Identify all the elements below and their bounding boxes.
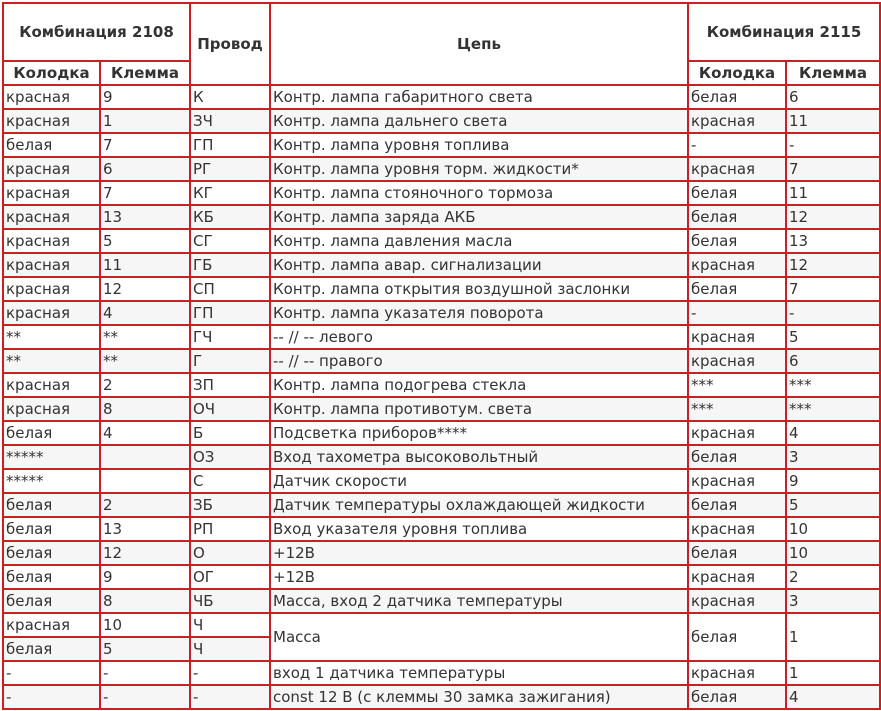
cell-wire: С [190, 469, 270, 493]
cell-block-2115: красная [688, 517, 786, 541]
table-row [3, 85, 880, 109]
cell-circuit: Вход указателя уровня топлива [270, 517, 688, 541]
cell-terminal-2108 [100, 469, 190, 493]
cell-circuit: Датчик скорости [270, 469, 688, 493]
cell-block-2115: белая [688, 85, 786, 109]
cell-terminal-2115: - [786, 301, 880, 325]
cell-block-2108: красная [3, 253, 100, 277]
cell-block-2115: белая [688, 613, 786, 661]
cell-wire: СП [190, 277, 270, 301]
cell-wire: КГ [190, 181, 270, 205]
cell-circuit: -- // -- левого [270, 325, 688, 349]
cell-block-2108: ***** [3, 469, 100, 493]
cell-block-2108: - [3, 661, 100, 685]
cell-wire: Ч [190, 637, 270, 661]
cell-block-2115: красная [688, 157, 786, 181]
cell-block-2108: - [3, 685, 100, 709]
cell-terminal-2115: 3 [786, 589, 880, 613]
cell-wire: ГБ [190, 253, 270, 277]
cell-block-2115: белая [688, 181, 786, 205]
cell-terminal-2115: 6 [786, 85, 880, 109]
cell-terminal-2108: 5 [100, 229, 190, 253]
cell-wire: РГ [190, 157, 270, 181]
cell-terminal-2108: - [100, 661, 190, 685]
cell-block-2115: белая [688, 541, 786, 565]
cell-circuit: Контр. лампа уровня топлива [270, 133, 688, 157]
table-row [3, 253, 880, 277]
cell-wire: ОГ [190, 565, 270, 589]
header-group-2115: Комбинация 2115 [688, 3, 880, 61]
cell-block-2108: ** [3, 349, 100, 373]
table-row [3, 469, 880, 493]
table-row [3, 205, 880, 229]
cell-block-2108: красная [3, 397, 100, 421]
cell-terminal-2108: 4 [100, 301, 190, 325]
cell-block-2108: ***** [3, 445, 100, 469]
table-row [3, 445, 880, 469]
header-circuit: Цепь [270, 3, 688, 85]
header-wire: Провод [190, 3, 270, 85]
table-row [3, 349, 880, 373]
cell-terminal-2108: 8 [100, 397, 190, 421]
cell-terminal-2108: 2 [100, 493, 190, 517]
cell-terminal-2108: 7 [100, 133, 190, 157]
cell-terminal-2115: 9 [786, 469, 880, 493]
cell-terminal-2108: 12 [100, 277, 190, 301]
cell-block-2115: красная [688, 349, 786, 373]
cell-terminal-2108 [100, 445, 190, 469]
cell-wire: К [190, 85, 270, 109]
cell-block-2108: красная [3, 85, 100, 109]
cell-circuit: Контр. лампа стояночного тормоза [270, 181, 688, 205]
cell-terminal-2108: 5 [100, 637, 190, 661]
table-row [3, 685, 880, 709]
cell-block-2115: красная [688, 253, 786, 277]
cell-block-2115: белая [688, 685, 786, 709]
cell-terminal-2115: 10 [786, 541, 880, 565]
cell-terminal-2108: 9 [100, 85, 190, 109]
cell-terminal-2108: 13 [100, 517, 190, 541]
header-terminal-2115: Клемма [786, 61, 880, 85]
cell-block-2108: белая [3, 421, 100, 445]
table-row [3, 397, 880, 421]
cell-block-2115: - [688, 301, 786, 325]
cell-wire: Ч [190, 613, 270, 637]
cell-block-2108: ** [3, 325, 100, 349]
cell-block-2108: красная [3, 373, 100, 397]
cell-terminal-2115: 1 [786, 661, 880, 685]
cell-block-2108: красная [3, 157, 100, 181]
cell-terminal-2108: 12 [100, 541, 190, 565]
cell-block-2108: красная [3, 205, 100, 229]
cell-terminal-2108: 2 [100, 373, 190, 397]
cell-circuit: +12В [270, 565, 688, 589]
cell-terminal-2115: 7 [786, 157, 880, 181]
header-block-2108: Колодка [3, 61, 100, 85]
table-row [3, 157, 880, 181]
cell-wire: ЗЧ [190, 109, 270, 133]
header-terminal-2108: Клемма [100, 61, 190, 85]
cell-block-2108: белая [3, 565, 100, 589]
cell-wire: - [190, 661, 270, 685]
cell-circuit: Контр. лампа авар. сигнализации [270, 253, 688, 277]
cell-circuit: +12В [270, 541, 688, 565]
cell-wire: О [190, 541, 270, 565]
cell-block-2108: белая [3, 493, 100, 517]
cell-block-2108: красная [3, 277, 100, 301]
cell-terminal-2115: 12 [786, 253, 880, 277]
table-row [3, 181, 880, 205]
cell-terminal-2115: 5 [786, 493, 880, 517]
cell-circuit: Контр. лампа давления масла [270, 229, 688, 253]
cell-circuit: Контр. лампа указателя поворота [270, 301, 688, 325]
cell-wire: ГП [190, 301, 270, 325]
cell-circuit: const 12 В (с клеммы 30 замка зажигания) [270, 685, 688, 709]
table-row [3, 565, 880, 589]
table-row [3, 661, 880, 685]
cell-terminal-2115: - [786, 133, 880, 157]
cell-block-2108: белая [3, 541, 100, 565]
cell-block-2108: красная [3, 301, 100, 325]
table-row [3, 541, 880, 565]
cell-terminal-2115: 11 [786, 109, 880, 133]
cell-block-2115: белая [688, 445, 786, 469]
cell-terminal-2115: 4 [786, 685, 880, 709]
cell-block-2115: белая [688, 229, 786, 253]
cell-circuit: Масса [270, 613, 688, 661]
cell-block-2108: красная [3, 229, 100, 253]
table-row [3, 109, 880, 133]
cell-wire: ЗП [190, 373, 270, 397]
table-row [3, 277, 880, 301]
cell-terminal-2115: 6 [786, 349, 880, 373]
cell-terminal-2115: 10 [786, 517, 880, 541]
cell-terminal-2108: 6 [100, 157, 190, 181]
cell-terminal-2108: 1 [100, 109, 190, 133]
cell-circuit: Контр. лампа заряда АКБ [270, 205, 688, 229]
cell-block-2115: красная [688, 109, 786, 133]
cell-block-2115: красная [688, 469, 786, 493]
cell-block-2108: красная [3, 613, 100, 637]
table-row [3, 421, 880, 445]
cell-block-2115: белая [688, 205, 786, 229]
cell-block-2108: красная [3, 109, 100, 133]
cell-terminal-2115: 4 [786, 421, 880, 445]
cell-terminal-2108: 10 [100, 613, 190, 637]
cell-block-2108: белая [3, 589, 100, 613]
cell-block-2108: белая [3, 133, 100, 157]
cell-terminal-2108: ** [100, 325, 190, 349]
cell-circuit: Вход тахометра высоковольтный [270, 445, 688, 469]
cell-terminal-2108: 7 [100, 181, 190, 205]
cell-circuit: Контр. лампа подогрева стекла [270, 373, 688, 397]
cell-circuit: -- // -- правого [270, 349, 688, 373]
table-row [3, 301, 880, 325]
cell-circuit: Датчик температуры охлаждающей жидкости [270, 493, 688, 517]
cell-terminal-2115: 13 [786, 229, 880, 253]
cell-terminal-2108: - [100, 685, 190, 709]
cell-circuit: Контр. лампа габаритного света [270, 85, 688, 109]
table-row [3, 133, 880, 157]
cell-circuit: Масса, вход 2 датчика температуры [270, 589, 688, 613]
cell-wire: - [190, 685, 270, 709]
cell-block-2115: красная [688, 589, 786, 613]
cell-terminal-2115: 12 [786, 205, 880, 229]
cell-terminal-2115: 11 [786, 181, 880, 205]
cell-wire: Г [190, 349, 270, 373]
cell-block-2108: красная [3, 181, 100, 205]
table-row [3, 373, 880, 397]
cell-circuit: Подсветка приборов**** [270, 421, 688, 445]
cell-terminal-2115: *** [786, 397, 880, 421]
cell-wire: СГ [190, 229, 270, 253]
table-row [3, 325, 880, 349]
cell-wire: РП [190, 517, 270, 541]
cell-block-2115: красная [688, 661, 786, 685]
cell-block-2115: - [688, 133, 786, 157]
cell-circuit: Контр. лампа противотум. света [270, 397, 688, 421]
cell-wire: Б [190, 421, 270, 445]
table-body [3, 85, 880, 709]
cell-block-2115: *** [688, 373, 786, 397]
cell-circuit: Контр. лампа дальнего света [270, 109, 688, 133]
cell-block-2115: красная [688, 565, 786, 589]
cell-terminal-2115: 7 [786, 277, 880, 301]
wiring-table [2, 2, 881, 710]
cell-wire: ОЧ [190, 397, 270, 421]
cell-block-2115: красная [688, 421, 786, 445]
header-block-2115: Колодка [688, 61, 786, 85]
cell-terminal-2115: 1 [786, 613, 880, 661]
cell-terminal-2108: 8 [100, 589, 190, 613]
cell-block-2115: *** [688, 397, 786, 421]
cell-terminal-2115: 2 [786, 565, 880, 589]
table-row [3, 493, 880, 517]
cell-block-2108: белая [3, 637, 100, 661]
cell-terminal-2115: 5 [786, 325, 880, 349]
cell-block-2108: белая [3, 517, 100, 541]
cell-circuit: Контр. лампа открытия воздушной заслонки [270, 277, 688, 301]
cell-wire: ОЗ [190, 445, 270, 469]
cell-circuit: вход 1 датчика температуры [270, 661, 688, 685]
cell-block-2115: белая [688, 277, 786, 301]
cell-circuit: Контр. лампа уровня торм. жидкости* [270, 157, 688, 181]
table-row [3, 589, 880, 613]
cell-terminal-2108: ** [100, 349, 190, 373]
cell-terminal-2115: 3 [786, 445, 880, 469]
cell-terminal-2108: 13 [100, 205, 190, 229]
table-row [3, 517, 880, 541]
cell-block-2115: белая [688, 493, 786, 517]
cell-terminal-2108: 11 [100, 253, 190, 277]
cell-block-2115: красная [688, 325, 786, 349]
cell-wire: ГЧ [190, 325, 270, 349]
cell-wire: ГП [190, 133, 270, 157]
cell-terminal-2108: 9 [100, 565, 190, 589]
header-group-2108: Комбинация 2108 [3, 3, 190, 61]
table-row [3, 613, 880, 637]
cell-terminal-2115: *** [786, 373, 880, 397]
cell-terminal-2108: 4 [100, 421, 190, 445]
cell-wire: КБ [190, 205, 270, 229]
table-row [3, 229, 880, 253]
cell-wire: ЧБ [190, 589, 270, 613]
cell-wire: ЗБ [190, 493, 270, 517]
